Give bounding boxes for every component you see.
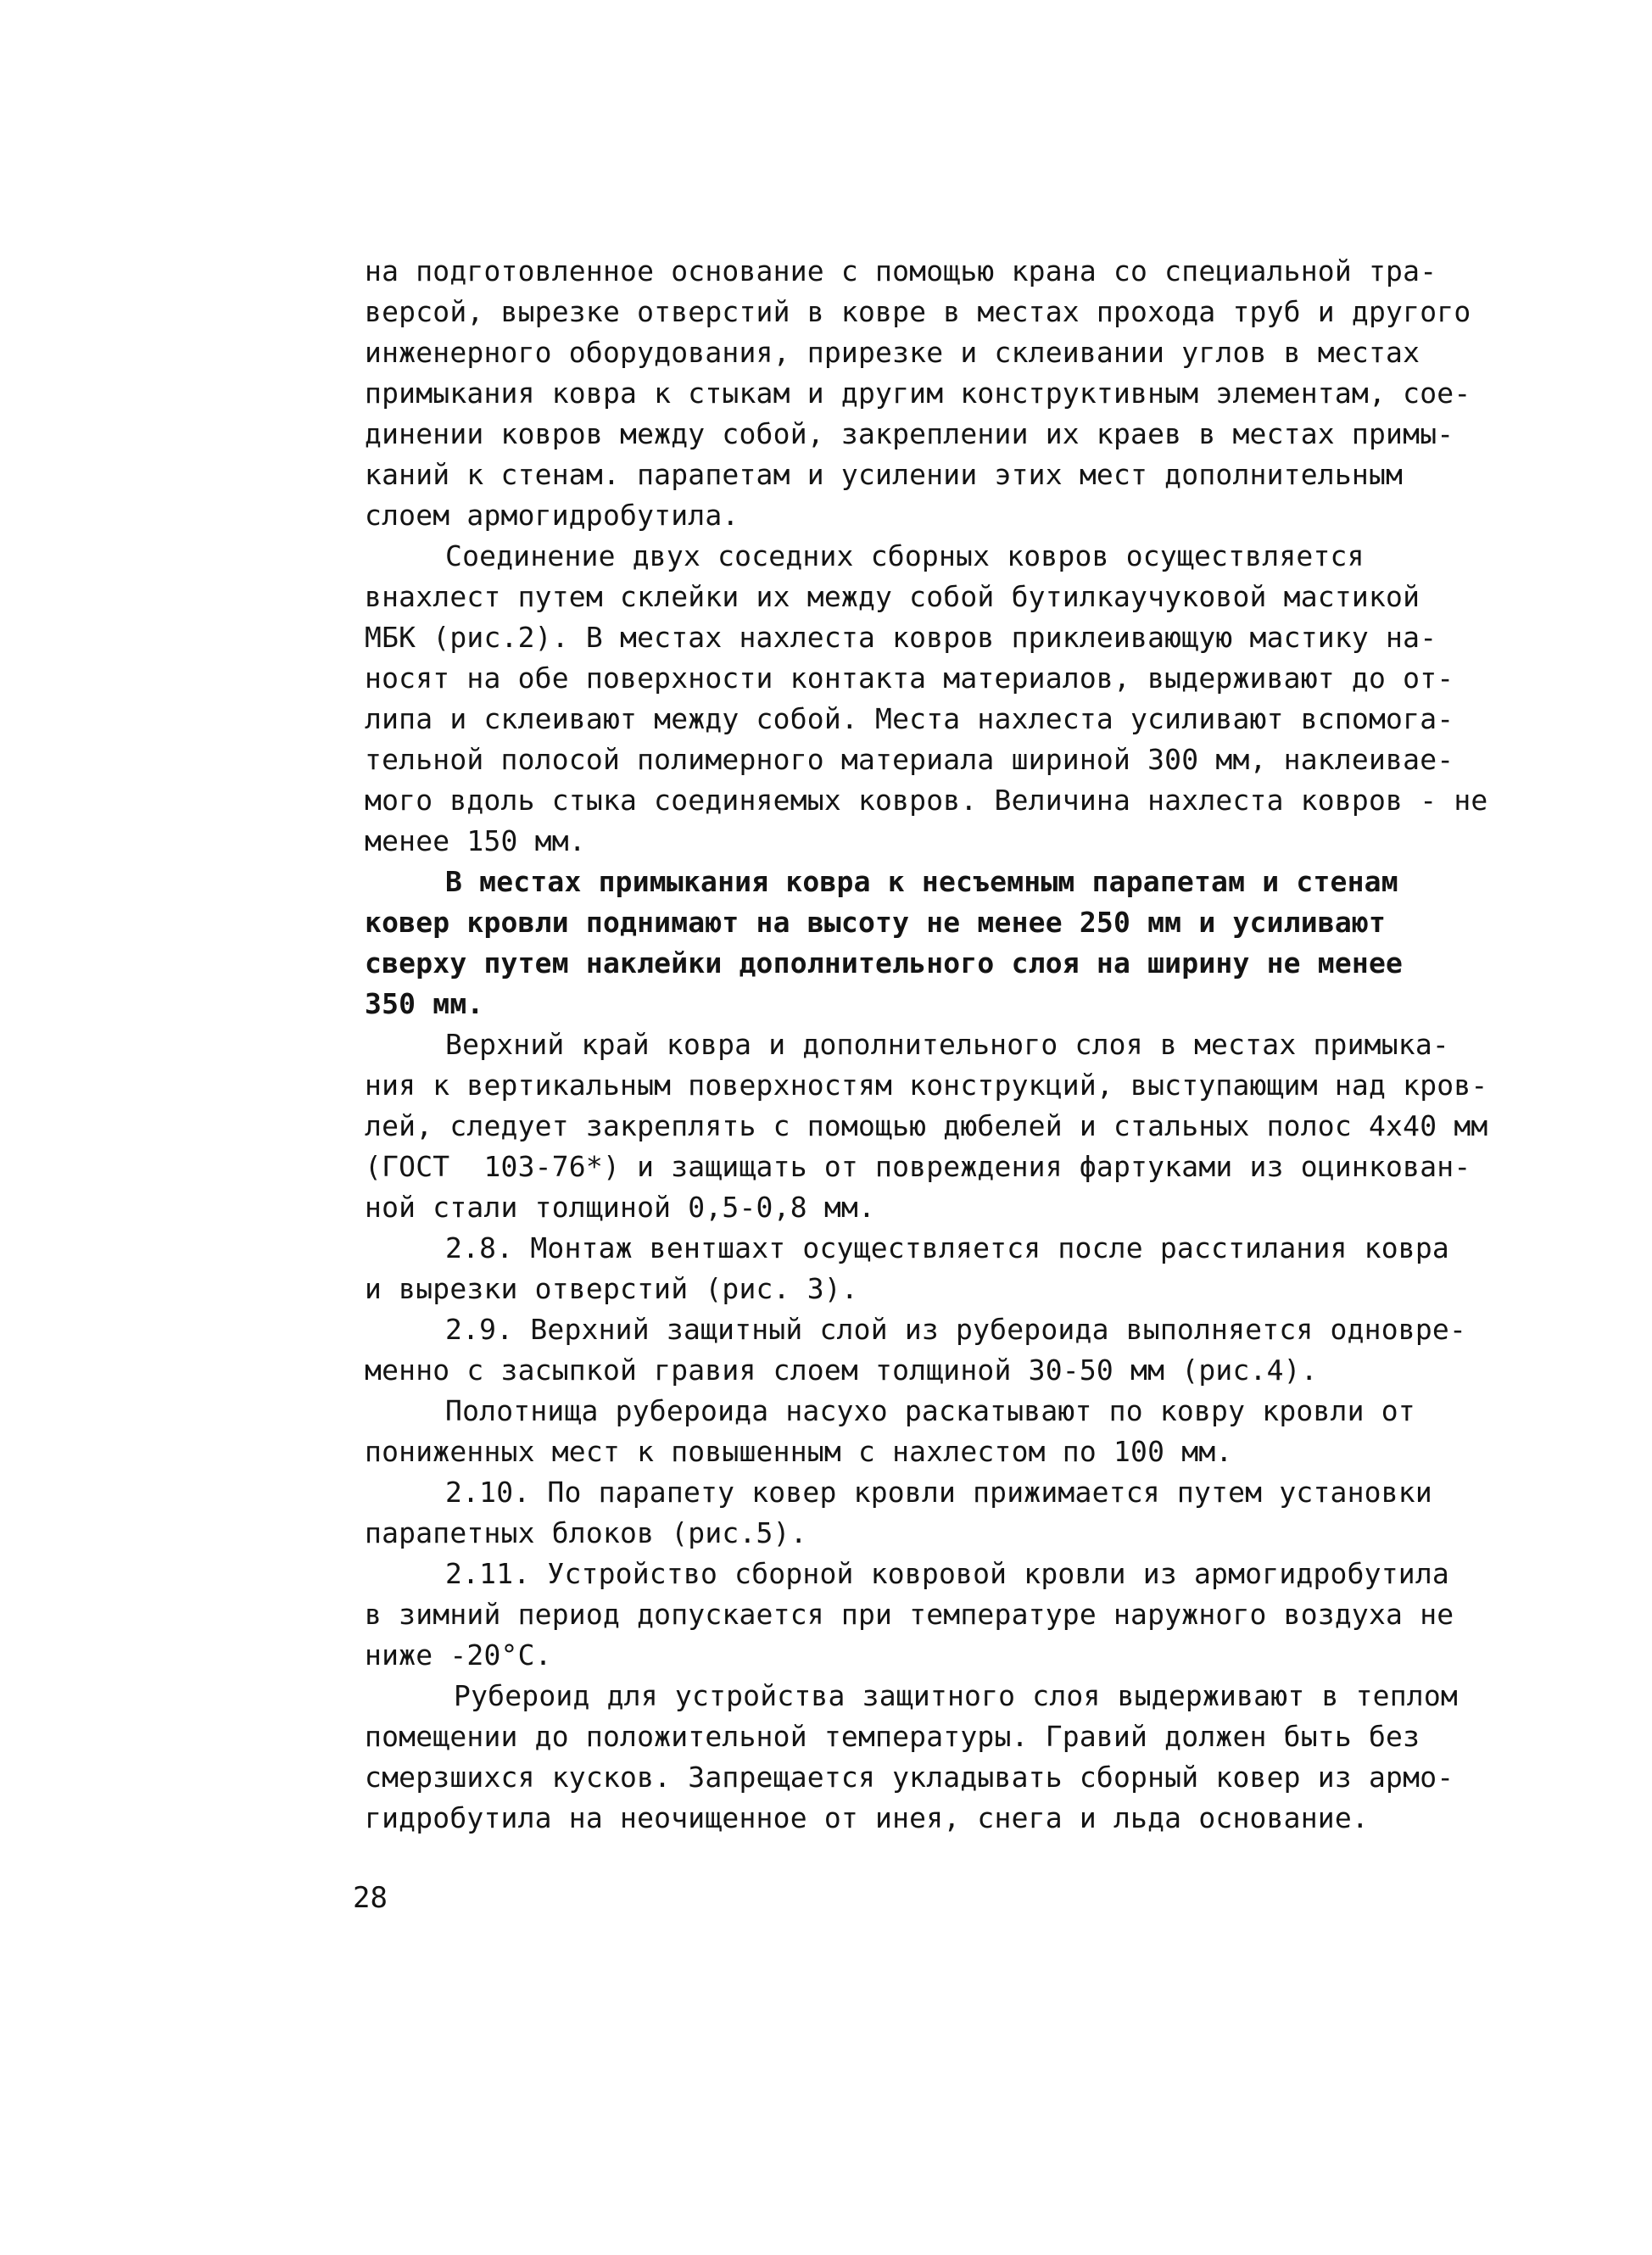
text-line: В местах примыкания ковра к несъемным парапетам и стенам (445, 865, 1398, 898)
text-line: МБК (рис.2). В местах нахлеста ковров приклеивающую мастику на- (365, 621, 1437, 654)
text-line: и вырезки отверстий (рис. 3). (365, 1272, 858, 1305)
body-text (365, 251, 1488, 1839)
text-line: 2.11. Устройство сборной ковровой кровли из армогидробутила (445, 1557, 1449, 1590)
text-line: ковер кровли поднимают на высоту не менее 250 мм и усиливают (365, 906, 1387, 939)
paragraph-parapet-junction (365, 862, 1467, 1024)
text-line: менее 150 мм. (365, 824, 586, 857)
text-line: Соединение двух соседних сборных ковров осуществляется (445, 539, 1365, 572)
text-line: примыкания ковра к стыкам и другим конструктивным элементам, сое- (365, 377, 1471, 410)
text-line: инженерного оборудования, прирезке и склеивании углов в местах (365, 336, 1420, 369)
text-line: динении ковров между собой, закреплении их краев в местах примы- (365, 417, 1454, 450)
text-line: помещении до положительной температуры. Гравий должен быть без (365, 1720, 1420, 1753)
paragraph-2-11 (365, 1554, 1467, 1676)
paragraph-2-8 (365, 1228, 1467, 1309)
text-line: 2.9. Верхний защитный слой из рубероида выполняется одновре- (445, 1313, 1467, 1346)
text-line: ной стали толщиной 0,5-0,8 мм. (365, 1191, 876, 1224)
text-line: (ГОСТ 103-76*) и защищать от повреждения фартуками из оцинкован- (365, 1150, 1471, 1183)
text-line: 2.10. По парапету ковер кровли прижимается путем установки (445, 1476, 1432, 1509)
paragraph-2-10 (365, 1472, 1467, 1554)
text-line: 350 мм. (365, 987, 484, 1020)
paragraph-2-9 (365, 1309, 1467, 1391)
text-line: внахлест путем склейки их между собой бутилкаучуковой мастикой (365, 580, 1420, 613)
text-line: парапетных блоков (рис.5). (365, 1516, 807, 1549)
paragraph-continuation (365, 251, 1471, 536)
paragraph-winter-requirements (365, 1676, 1467, 1839)
text-line: на подготовленное основание с помощью крана со специальной тра- (365, 254, 1437, 287)
paragraph-roofing-sheets (365, 1391, 1467, 1472)
text-line: Полотнища рубероида насухо раскатывают по ковру кровли от (445, 1394, 1415, 1427)
text-line: носят на обе поверхности контакта материалов, выдерживают до от- (365, 661, 1454, 695)
text-line: Рубероид для устройства защитного слоя выдерживают в теплом (454, 1679, 1458, 1712)
text-line: смерзшихся кусков. Запрещается укладывать сборный ковер из армо- (365, 1761, 1454, 1794)
text-line: менно с засыпкой гравия слоем толщиной 30-50 мм (рис.4). (365, 1354, 1318, 1387)
text-line: мого вдоль стыка соединяемых ковров. Величина нахлеста ковров - не (365, 784, 1488, 817)
text-line: 2.8. Монтаж вентшахт осуществляется после расстилания ковра (445, 1231, 1449, 1264)
text-line: Верхний край ковра и дополнительного слоя в местах примыка- (445, 1028, 1449, 1061)
text-line: тельной полосой полимерного материала шириной 300 мм, наклеивае- (365, 743, 1454, 776)
paragraph-upper-edge (365, 1024, 1488, 1228)
text-line: лей, следует закреплять с помощью дюбелей и стальных полос 4х40 мм (365, 1109, 1488, 1142)
paragraph-carpet-joining (365, 536, 1488, 862)
text-line: сверху путем наклейки дополнительного слоя на ширину не менее (365, 946, 1404, 980)
text-line: версой, вырезке отверстий в ковре в местах прохода труб и другого (365, 295, 1471, 328)
text-line: ниже -20°С. (365, 1638, 552, 1672)
text-line: каний к стенам. парапетам и усилении этих мест дополнительным (365, 458, 1404, 491)
text-line: гидробутила на неочищенное от инея, снега и льда основание. (365, 1801, 1369, 1834)
text-line: слоем армогидробутила. (365, 499, 739, 532)
text-line: пониженных мест к повышенным с нахлестом по 100 мм. (365, 1435, 1233, 1468)
page-number: 28 (353, 1881, 388, 1915)
text-line: в зимний период допускается при температуре наружного воздуха не (365, 1598, 1454, 1631)
text-line: ния к вертикальным поверхностям конструкций, выступающим над кров- (365, 1069, 1488, 1102)
text-line: липа и склеивают между собой. Места нахлеста усиливают вспомога- (365, 702, 1454, 735)
